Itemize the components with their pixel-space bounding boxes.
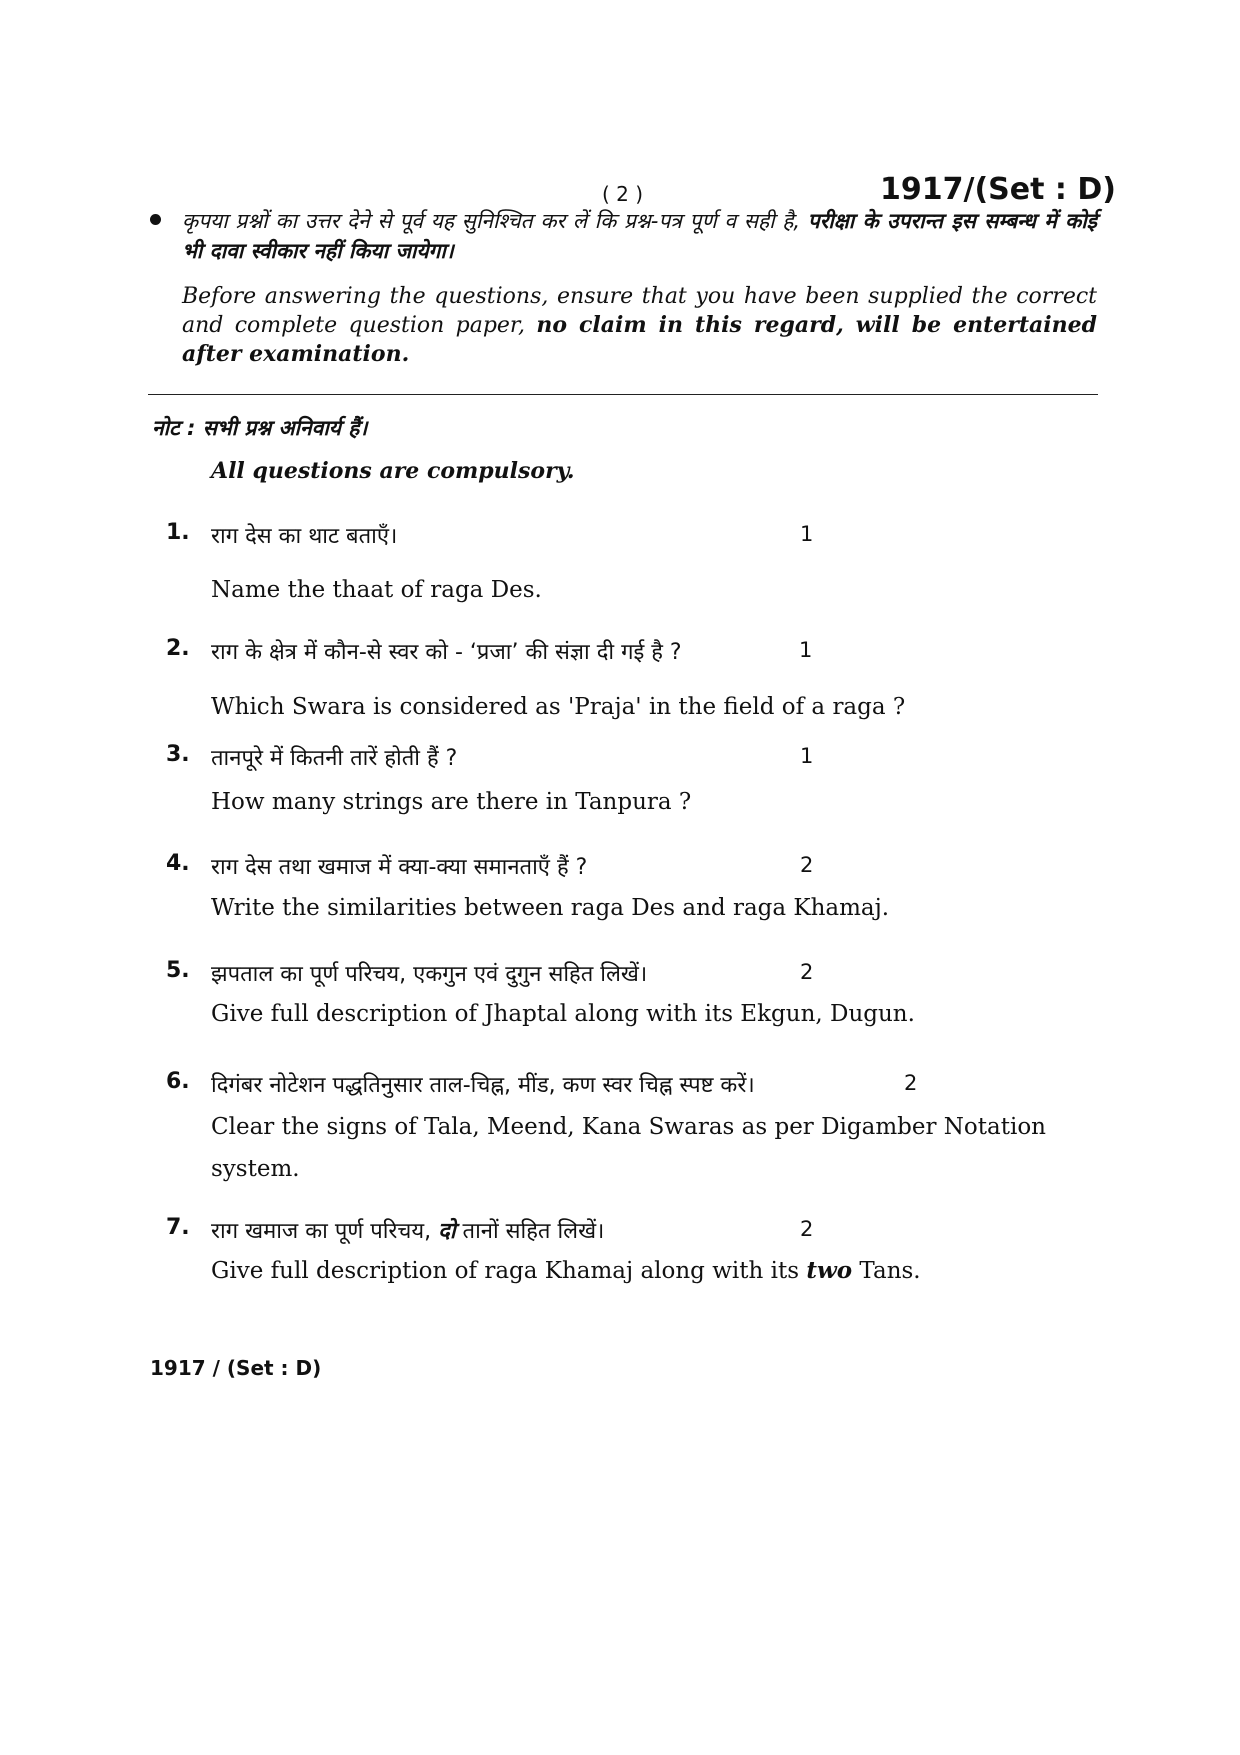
question-english-emphasis: two [806, 1257, 853, 1284]
bullet-icon [150, 214, 161, 225]
question-english: How many strings are there in Tanpura ? [211, 789, 692, 815]
question-marks: 1 [800, 522, 814, 546]
question-hindi-part: तानों सहित लिखें। [455, 1219, 605, 1244]
question-marks: 2 [800, 960, 814, 984]
question-english [211, 1250, 1101, 1292]
question-hindi: राग देस का थाट बताएँ। [211, 524, 398, 549]
notice-english [182, 282, 1097, 369]
set-code-footer: 1917 / (Set : D) [150, 1356, 322, 1380]
question-english: Give full description of Jhaptal along with its Ekgun, Dugun. [211, 1001, 915, 1027]
question-number: 3. [166, 742, 190, 767]
notice-hindi [182, 206, 1097, 266]
question-number: 7. [166, 1215, 190, 1240]
question-english-part: Tans. [852, 1258, 921, 1284]
question-hindi: तानपूरे में कितनी तारें होती हैं ? [211, 746, 458, 771]
divider [148, 394, 1098, 395]
set-code-header: 1917/(Set : D) [880, 172, 1116, 207]
question-number: 4. [166, 851, 190, 876]
question-english: Write the similarities between raga Des and raga Khamaj. [211, 895, 890, 921]
question-marks: 2 [800, 853, 814, 877]
question-hindi: झपताल का पूर्ण परिचय, एकगुन एवं दुगुन सहित लिखें। [211, 962, 648, 987]
page-number: ( 2 ) [602, 182, 644, 206]
question-marks: 2 [904, 1071, 918, 1095]
question-marks: 1 [799, 638, 813, 662]
question-marks: 1 [800, 744, 814, 768]
question-hindi: राग देस तथा खमाज में क्या-क्या समानताएँ हैं ? [211, 855, 588, 880]
question-hindi-emphasis: दो [438, 1219, 456, 1244]
note-hindi: नोट : सभी प्रश्न अनिवार्य हैं। [152, 416, 368, 440]
question-english: Clear the signs of Tala, Meend, Kana Swaras as per Digamber Notation system. [211, 1114, 1046, 1182]
notice-hindi-regular: कृपया प्रश्नों का उत्तर देने से पूर्व यह सुनिश्चित कर लें कि प्रश्न-पत्र पूर्ण व सही है, [182, 209, 808, 233]
question-english-part: Give full description of raga Khamaj along with its [211, 1258, 807, 1284]
question-english: Which Swara is considered as 'Praja' in the field of a raga ? [211, 694, 906, 720]
notice-english-regular: Before answering the questions, ensure that you have been supplied the correct and complete question paper, [182, 284, 1097, 338]
question-number: 2. [166, 636, 190, 661]
question-hindi: राग के क्षेत्र में कौन-से स्वर को - ‘प्रजा’ की संज्ञा दी गई है ? [211, 640, 682, 665]
question-english: Name the thaat of raga Des. [211, 577, 542, 603]
question-number: 1. [166, 520, 190, 545]
question-marks: 2 [800, 1217, 814, 1241]
question-hindi [211, 1215, 604, 1245]
notice-english-bold: no claim in this regard, will be entertained after examination. [182, 312, 1098, 367]
note-english: All questions are compulsory. [211, 458, 575, 484]
notice-hindi-bold: परीक्षा के उपरान्त इस सम्बन्ध में कोई भी दावा स्वीकार नहीं किया जायेगा। [182, 209, 1097, 263]
question-hindi-part: राग खमाज का पूर्ण परिचय, [211, 1219, 439, 1244]
question-number: 5. [166, 958, 190, 983]
question-hindi: दिगंबर नोटेशन पद्धतिनुसार ताल-चिह्न, मींड, कण स्वर चिह्न स्पष्ट करें। [211, 1073, 755, 1098]
question-number: 6. [166, 1069, 190, 1094]
